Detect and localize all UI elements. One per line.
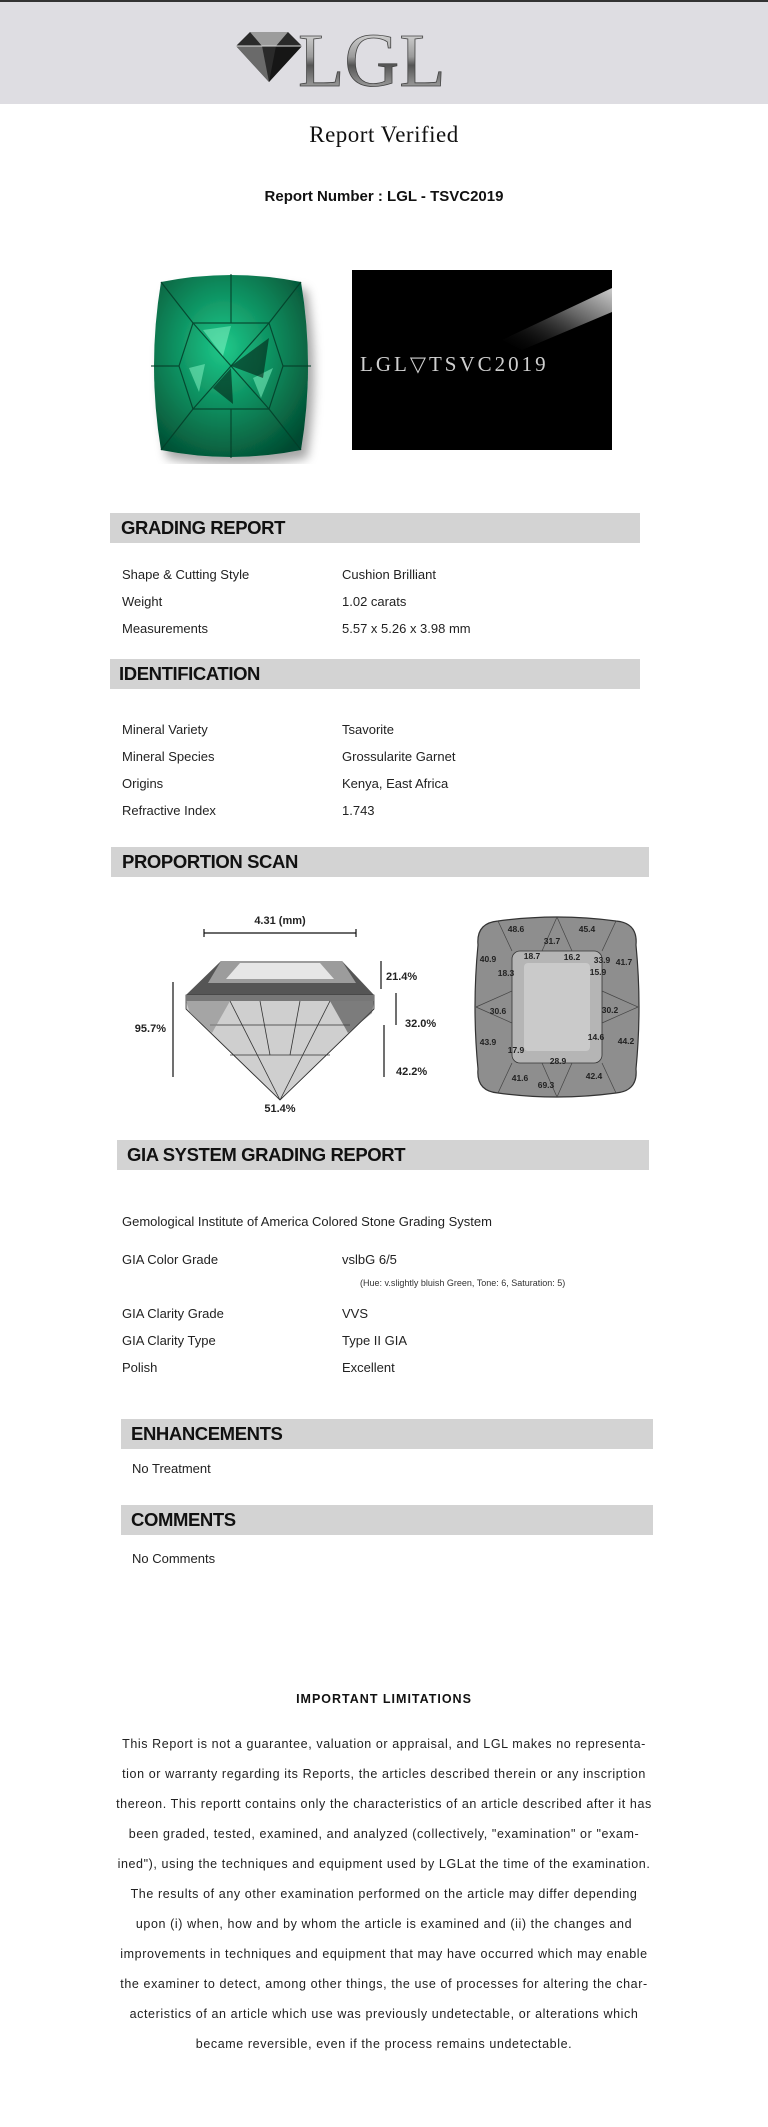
shape-label: Shape & Cutting Style: [122, 567, 250, 582]
refractive-index-value: 1.743: [342, 803, 375, 818]
page-title: Report Verified: [309, 122, 459, 147]
top-label-13: 14.6: [587, 1032, 605, 1042]
top-label-6: 16.2: [563, 952, 581, 962]
limitations-line-1: This Report is not a guarantee, valuation or appraisal, and LGL makes no representa-: [122, 1737, 646, 1751]
limitations-line-7: upon (i) when, how and by whom the article is examined and (ii) the changes and: [135, 1917, 633, 1931]
proportion-scan-header: [111, 847, 649, 877]
mineral-species-label: Mineral Species: [122, 749, 215, 764]
top-label-9: 18.3: [497, 968, 515, 978]
pavilion-depth-label: 42.2%: [396, 1066, 428, 1078]
total-depth-label: 95.7%: [134, 1023, 166, 1035]
enhancements-heading: ENHANCEMENTS: [131, 1423, 283, 1444]
limitations-line-5: ined"), using the techniques and equipment used by LGLat the time of the examination.: [117, 1857, 651, 1871]
side-profile-diagram: [120, 905, 450, 1115]
weight-label: Weight: [122, 594, 163, 609]
top-label-7: 33.9: [593, 955, 611, 965]
enhancements-header: [121, 1419, 653, 1449]
limitations-line-9: the examiner to detect, among other things, the use of processes for altering the char-: [120, 1977, 648, 1991]
gia-clarity-type-value: Type II GIA: [342, 1333, 408, 1348]
top-label-11: 30.6: [489, 1006, 507, 1016]
identification-header: [110, 659, 640, 689]
limitations-line-10: acteristics of an article which use was previously undetectable, or alterations which: [129, 2007, 639, 2021]
top-label-5: 18.7: [523, 951, 541, 961]
top-label-14: 43.9: [479, 1037, 497, 1047]
top-view-diagram: [472, 915, 642, 1098]
table-width-label: 4.31 (mm): [254, 915, 306, 927]
girdle-label: 32.0%: [405, 1018, 437, 1030]
diamond-icon: [236, 32, 302, 82]
measurements-label: Measurements: [122, 621, 208, 636]
top-label-20: 69.3: [537, 1080, 555, 1090]
origins-label: Origins: [122, 776, 164, 791]
limitations-line-11: became reversible, even if the process remains undetectable.: [195, 2037, 573, 2051]
gia-clarity-type-label: GIA Clarity Type: [122, 1333, 216, 1348]
top-label-4: 40.9: [479, 954, 497, 964]
gia-clarity-grade-value: VVS: [342, 1306, 369, 1321]
comments-text: No Comments: [132, 1551, 216, 1566]
mineral-variety-value: Tsavorite: [342, 722, 395, 737]
gemstone-image: [133, 268, 329, 464]
gia-heading: GIA SYSTEM GRADING REPORT: [127, 1144, 406, 1165]
comments-header: [121, 1505, 653, 1535]
weight-value: 1.02 carats: [342, 594, 407, 609]
logo-text: LGL: [298, 19, 446, 100]
mineral-variety-label: Mineral Variety: [122, 722, 208, 737]
gia-subtitle: Gemological Institute of America Colored Stone Grading System: [122, 1214, 492, 1229]
measurements-value: 5.57 x 5.26 x 3.98 mm: [342, 621, 471, 636]
top-label-16: 44.2: [617, 1036, 635, 1046]
limitations-line-3: thereon. This reportt contains only the characteristics of an article described after it has: [116, 1797, 652, 1811]
proportion-scan-heading: PROPORTION SCAN: [122, 851, 298, 872]
gia-color-value: vslbG 6/5: [342, 1252, 397, 1267]
limitations-title: IMPORTANT LIMITATIONS: [296, 1692, 472, 1706]
gia-header: [117, 1140, 649, 1170]
limitations-line-8: improvements in techniques and equipment that may have occurred which may enable: [120, 1947, 648, 1961]
top-label-15: 17.9: [507, 1045, 525, 1055]
top-label-10: 15.9: [589, 967, 607, 977]
top-label-3: 45.4: [578, 924, 596, 934]
limitations-line-2: tion or warranty regarding its Reports, the articles described therein or any inscription: [122, 1767, 646, 1781]
top-label-8: 41.7: [615, 957, 633, 967]
polish-value: Excellent: [342, 1360, 395, 1375]
culet-label: 51.4%: [264, 1103, 296, 1115]
origins-value: Kenya, East Africa: [342, 776, 449, 791]
crown-height-label: 21.4%: [386, 971, 418, 983]
gia-color-label: GIA Color Grade: [122, 1252, 219, 1267]
limitations-line-6: The results of any other examination performed on the article may differ depending: [130, 1887, 638, 1901]
gia-clarity-grade-label: GIA Clarity Grade: [122, 1306, 224, 1321]
mineral-species-value: Grossularite Garnet: [342, 749, 456, 764]
identification-heading: IDENTIFICATION: [119, 663, 261, 684]
lgl-logo[interactable]: [232, 12, 492, 100]
gia-color-note: (Hue: v.slightly bluish Green, Tone: 6, Saturation: 5): [360, 1278, 566, 1288]
polish-label: Polish: [122, 1360, 158, 1375]
top-label-18: 41.6: [511, 1073, 529, 1083]
comments-heading: COMMENTS: [131, 1509, 236, 1530]
enhancements-text: No Treatment: [132, 1461, 211, 1476]
laser-inscription: LGL▽TSVC2019: [360, 352, 549, 376]
report-number: Report Number : LGL - TSVC2019: [264, 188, 504, 205]
top-label-1: 48.6: [507, 924, 525, 934]
refractive-index-label: Refractive Index: [122, 803, 216, 818]
grading-report-header: [110, 513, 640, 543]
top-label-19: 42.4: [585, 1071, 603, 1081]
grading-report-heading: GRADING REPORT: [121, 517, 285, 538]
limitations-line-4: been graded, tested, examined, and analyzed (collectively, "examination" or "exam-: [128, 1827, 640, 1841]
top-label-12: 30.2: [601, 1005, 619, 1015]
top-label-17: 28.9: [549, 1056, 567, 1066]
shape-value: Cushion Brilliant: [342, 567, 436, 582]
top-label-2: 31.7: [543, 936, 561, 946]
inscription-photo: [352, 270, 612, 450]
